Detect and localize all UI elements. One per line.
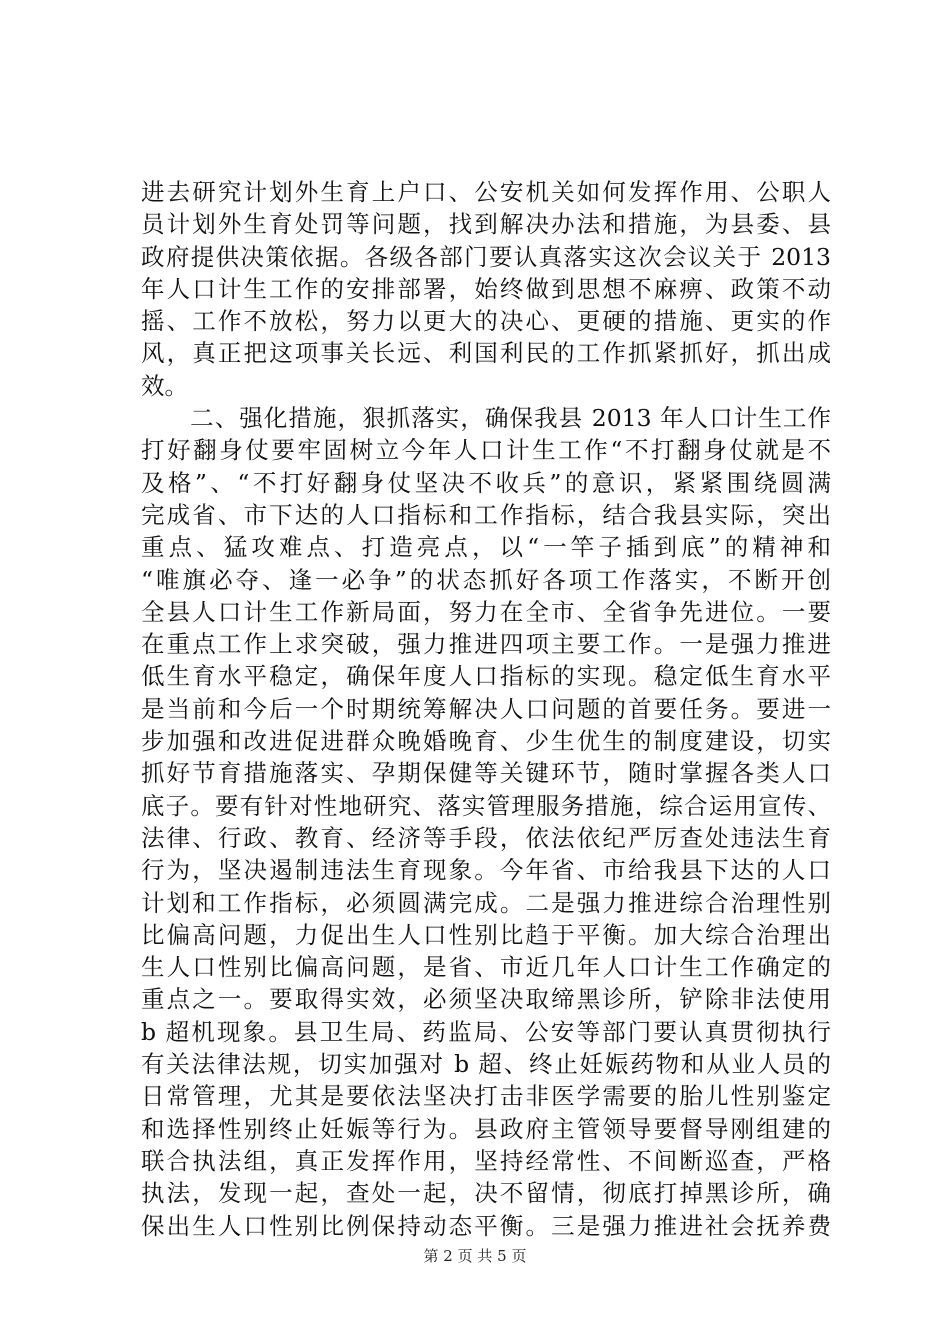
text-line: 有关法律法规，切实加强对 b 超、终止妊娠药物和从业人员的 bbox=[141, 1050, 831, 1079]
text-line: 进去研究计划外生育上户口、公安机关如何发挥作用、公职人 bbox=[141, 178, 831, 206]
text-line: 二、强化措施，狠抓落实，确保我县 2013 年人口计生工作 bbox=[141, 404, 831, 433]
text-line: 重点之一。要取得实效，必须坚决取缔黑诊所，铲除非法使用 bbox=[141, 985, 831, 1014]
text-line: 摇、工作不放松，努力以更大的决心、更硬的措施、更实的作 bbox=[141, 307, 831, 336]
text-line: 比偏高问题，力促出生人口性别比趋于平衡。加大综合治理出 bbox=[141, 920, 831, 949]
text-line: 完成省、市下达的人口指标和工作指标，结合我县实际，突出 bbox=[141, 500, 831, 529]
text-line: 执法，发现一起，查处一起，决不留情，彻底打掉黑诊所，确 bbox=[141, 1179, 831, 1208]
page-footer: 第 2 页 共 5 页 bbox=[423, 1247, 527, 1265]
text-line: 员计划外生育处罚等问题，找到解决办法和措施，为县委、县 bbox=[141, 210, 831, 239]
text-line: 计划和工作指标，必须圆满完成。二是强力推进综合治理性别 bbox=[141, 888, 831, 917]
text-line: 保出生人口性别比例保持动态平衡。三是强力推进社会抚养费 bbox=[141, 1211, 831, 1240]
text-line: 是当前和今后一个时期统筹解决人口问题的首要任务。要进一 bbox=[141, 694, 831, 723]
text-line: 日常管理，尤其是要依法坚决打击非医学需要的胎儿性别鉴定 bbox=[141, 1082, 831, 1111]
text-line: 在重点工作上求突破，强力推进四项主要工作。一是强力推进 bbox=[141, 630, 831, 659]
text-line: 重点、猛攻难点、打造亮点，以“一竿子插到底”的精神和 bbox=[141, 533, 831, 562]
text-line: 联合执法组，真正发挥作用，坚持经常性、不间断巡查，严格 bbox=[141, 1146, 831, 1175]
text-line: 政府提供决策依据。各级各部门要认真落实这次会议关于 2013 bbox=[141, 242, 831, 271]
text-line: b 超机现象。县卫生局、药监局、公安等部门要认真贯彻执行 bbox=[141, 1017, 831, 1046]
text-line: 效。 bbox=[141, 371, 188, 400]
text-line: 抓好节育措施落实、孕期保健等关键环节，随时掌握各类人口 bbox=[141, 759, 831, 788]
text-line: 和选择性别终止妊娠等行为。县政府主管领导要督导刚组建的 bbox=[141, 1114, 831, 1143]
text-line: 低生育水平稳定，确保年度人口指标的实现。稳定低生育水平 bbox=[141, 662, 831, 691]
text-line: 法律、行政、教育、经济等手段，依法依纪严厉查处违法生育 bbox=[141, 823, 831, 852]
text-line: 风，真正把这项事关长远、利国利民的工作抓紧抓好，抓出成 bbox=[141, 339, 831, 368]
text-line: 生人口性别比偏高问题，是省、市近几年人口计生工作确定的 bbox=[141, 953, 831, 982]
body-text bbox=[141, 176, 831, 1242]
text-line: 步加强和改进促进群众晚婚晚育、少生优生的制度建设，切实 bbox=[141, 727, 831, 756]
text-line: 全县人口计生工作新局面，努力在全市、全省争先进位。一要 bbox=[141, 597, 831, 626]
text-line: 行为，坚决遏制违法生育现象。今年省、市给我县下达的人口 bbox=[141, 856, 831, 885]
text-line: 打好翻身仗要牢固树立今年人口计生工作“不打翻身仗就是不 bbox=[141, 436, 831, 465]
text-line: 年人口计生工作的安排部署，始终做到思想不麻痹、政策不动 bbox=[141, 274, 831, 303]
text-line: 底子。要有针对性地研究、落实管理服务措施，综合运用宣传、 bbox=[141, 791, 831, 820]
text-line: 及格”、“不打好翻身仗坚决不收兵”的意识，紧紧围绕圆满 bbox=[141, 468, 831, 497]
text-line: “唯旗必夺、逢一必争”的状态抓好各项工作落实，不断开创 bbox=[141, 565, 831, 594]
